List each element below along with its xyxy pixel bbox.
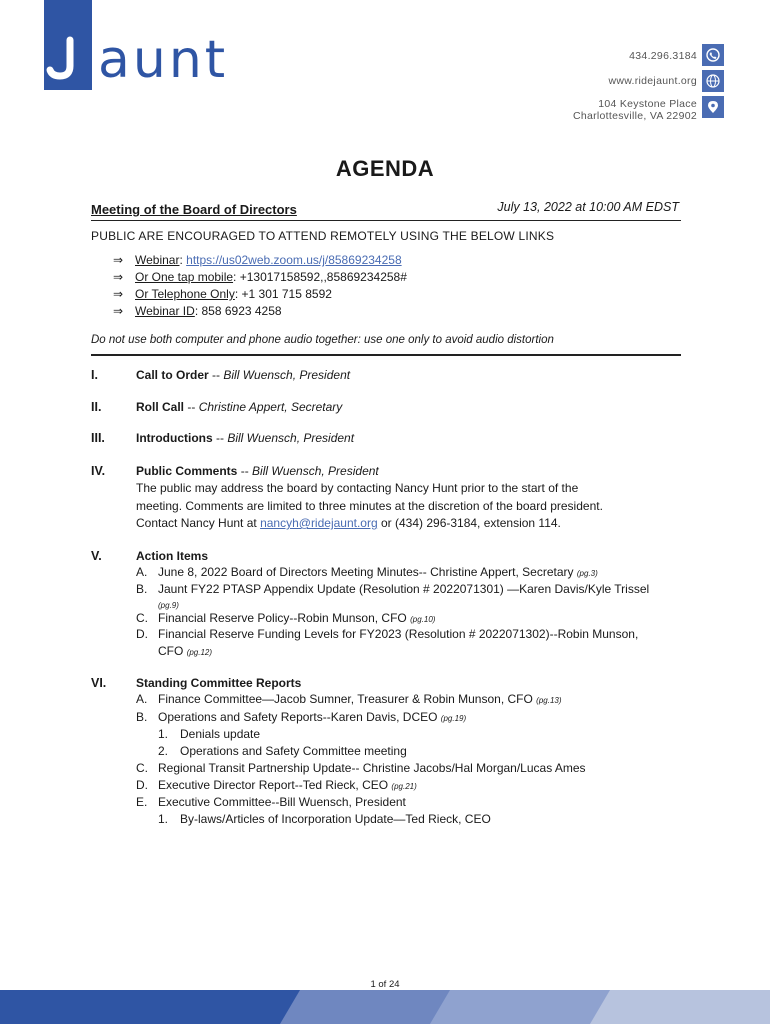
agenda-subitem [158, 727, 260, 741]
link-sep: : [234, 287, 242, 301]
section-public-comments [136, 464, 379, 478]
link-label: Or One tap mobile [135, 270, 234, 284]
agenda-item-page [158, 597, 179, 611]
divider [91, 354, 681, 356]
address-line2: Charlottesville, VA 22902 [572, 110, 697, 122]
section-title: Call to Order [136, 368, 209, 382]
page-ref: (pg.12) [186, 648, 213, 657]
agenda-item-cont [158, 644, 212, 658]
item-letter: C. [136, 611, 148, 625]
body-text: or (434) 296-3184, extension 114. [377, 516, 561, 530]
item-letter: B. [136, 582, 148, 596]
page-ref: (pg.19) [440, 714, 467, 723]
globe-icon [702, 70, 724, 92]
item-letter: B. [136, 710, 148, 724]
page-ref: (pg.13) [536, 696, 562, 705]
agenda-item [136, 795, 406, 809]
divider [91, 220, 681, 221]
audio-note: Do not use both computer and phone audio together: use one only to avoid audio distortion [91, 334, 554, 346]
phone-text: 434.296.3184 [629, 50, 697, 62]
item-number: 2. [158, 744, 169, 758]
item-text: Operations and Safety Committee meeting [180, 744, 407, 758]
link-label: Webinar [135, 253, 180, 267]
section-number: I. [91, 368, 98, 382]
page-title: AGENDA [335, 156, 435, 181]
agenda-item [136, 611, 435, 625]
agenda-subitem [158, 744, 407, 758]
section-title: Public Comments [136, 464, 238, 478]
item-text: Financial Reserve Policy--Robin Munson, CFO [158, 611, 407, 625]
link-webinar[interactable] [113, 253, 402, 267]
arrow-icon: ⇒ [113, 304, 124, 318]
link-sep: : [233, 270, 240, 284]
section-number: IV. [91, 464, 106, 478]
section-title: Standing Committee Reports [136, 676, 302, 690]
public-notice: PUBLIC ARE ENCOURAGED TO ATTEND REMOTELY USING THE BELOW LINKS [91, 229, 555, 243]
item-letter: E. [136, 795, 148, 809]
agenda-subitem [158, 812, 491, 826]
public-comments-body-3 [136, 515, 561, 532]
agenda-item [136, 692, 562, 706]
meeting-name: Meeting of the Board of Directors [91, 202, 297, 217]
section-title: Introductions [136, 431, 213, 445]
page-ref: (pg.3) [576, 569, 598, 578]
agenda-item [136, 710, 466, 724]
link-sep: : [179, 253, 187, 267]
agenda-item [136, 582, 649, 596]
phone-icon [702, 44, 724, 66]
agenda-item [136, 627, 638, 641]
section-roll-call [136, 400, 342, 414]
section-sep: -- [212, 431, 228, 445]
section-detail: Bill Wuensch, President [223, 368, 351, 382]
location-pin-icon [702, 96, 724, 118]
item-number: 1. [158, 812, 169, 826]
arrow-icon: ⇒ [113, 270, 124, 284]
agenda-item [136, 778, 417, 792]
link-label: Webinar ID [135, 304, 195, 318]
section-number: V. [91, 549, 102, 563]
arrow-icon: ⇒ [113, 287, 124, 301]
contact-email-link[interactable]: nancyh@ridejaunt.org [260, 516, 378, 530]
item-text: By-laws/Articles of Incorporation Update—Ted Rieck, CEO [180, 812, 491, 826]
item-letter: A. [136, 565, 148, 579]
arrow-icon: ⇒ [113, 253, 124, 267]
footer-decoration [0, 990, 770, 1024]
link-telephone[interactable] [113, 287, 332, 301]
item-letter: D. [136, 627, 148, 641]
agenda-item [136, 761, 586, 775]
section-number: II. [91, 400, 102, 414]
section-sep: -- [208, 368, 224, 382]
item-text: Executive Director Report--Ted Rieck, CEO [158, 778, 389, 792]
section-number: VI. [91, 676, 107, 690]
section-title: Action Items [136, 549, 209, 563]
section-call-to-order [136, 368, 350, 382]
link-label: Or Telephone Only [135, 287, 235, 301]
item-text: Operations and Safety Reports--Karen Davis, DCEO [158, 710, 438, 724]
agenda-item [136, 565, 598, 579]
section-sep: -- [237, 464, 253, 478]
item-letter: C. [136, 761, 148, 775]
item-letter: D. [136, 778, 148, 792]
item-text: Denials update [180, 727, 261, 741]
link-value: +13017158592,,85869234258# [239, 270, 407, 284]
item-text: June 8, 2022 Board of Directors Meeting Minutes-- Christine Appert, Secretary [158, 565, 574, 579]
page-ref: (pg.10) [410, 615, 436, 624]
webinar-url[interactable]: https://us02web.zoom.us/j/85869234258 [186, 253, 402, 267]
item-letter: A. [136, 692, 148, 706]
meeting-date: July 13, 2022 at 10:00 AM EDST [497, 200, 679, 214]
link-sep: : [194, 304, 202, 318]
public-comments-body-1: The public may address the board by contacting Nancy Hunt prior to the start of the [136, 481, 579, 495]
section-detail: Christine Appert, Secretary [198, 400, 343, 414]
section-introductions [136, 431, 354, 445]
section-standing-committee-reports [136, 676, 301, 690]
logo-wordmark: aunt [98, 30, 229, 90]
section-detail: Bill Wuensch, President [227, 431, 355, 445]
item-text: Financial Reserve Funding Levels for FY2023 (Resolution # 2022071302)--Robin Munson, [158, 627, 639, 641]
website-text: www.ridejaunt.org [608, 75, 697, 87]
page-ref: (pg.9) [158, 601, 179, 610]
page-number: 1 of 24 [370, 979, 400, 990]
link-value: +1 301 715 8592 [241, 287, 332, 301]
link-value: 858 6923 4258 [201, 304, 282, 318]
section-sep: -- [184, 400, 199, 414]
item-text: Executive Committee--Bill Wuensch, President [158, 795, 406, 809]
item-text: CFO [158, 644, 184, 658]
item-number: 1. [158, 727, 169, 741]
item-text: Regional Transit Partnership Update-- Christine Jacobs/Hal Morgan/Lucas Ames [158, 761, 586, 775]
public-comments-body-2: meeting. Comments are limited to three minutes at the discretion of the board president. [136, 499, 603, 513]
item-text: Finance Committee—Jacob Sumner, Treasurer & Robin Munson, CFO [158, 692, 533, 706]
section-detail: Bill Wuensch, President [252, 464, 379, 478]
address-line1: 104 Keystone Place [598, 98, 697, 110]
body-text: Contact Nancy Hunt at [136, 516, 261, 530]
section-title: Roll Call [136, 400, 185, 414]
section-number: III. [91, 431, 105, 445]
link-one-tap[interactable] [113, 270, 407, 284]
link-webinar-id[interactable] [113, 304, 282, 318]
page-ref: (pg.21) [391, 782, 417, 791]
item-text: Jaunt FY22 PTASP Appendix Update (Resolution # 2022071301) —Karen Davis/Kyle Trissel [158, 582, 650, 596]
section-action-items [136, 549, 208, 563]
